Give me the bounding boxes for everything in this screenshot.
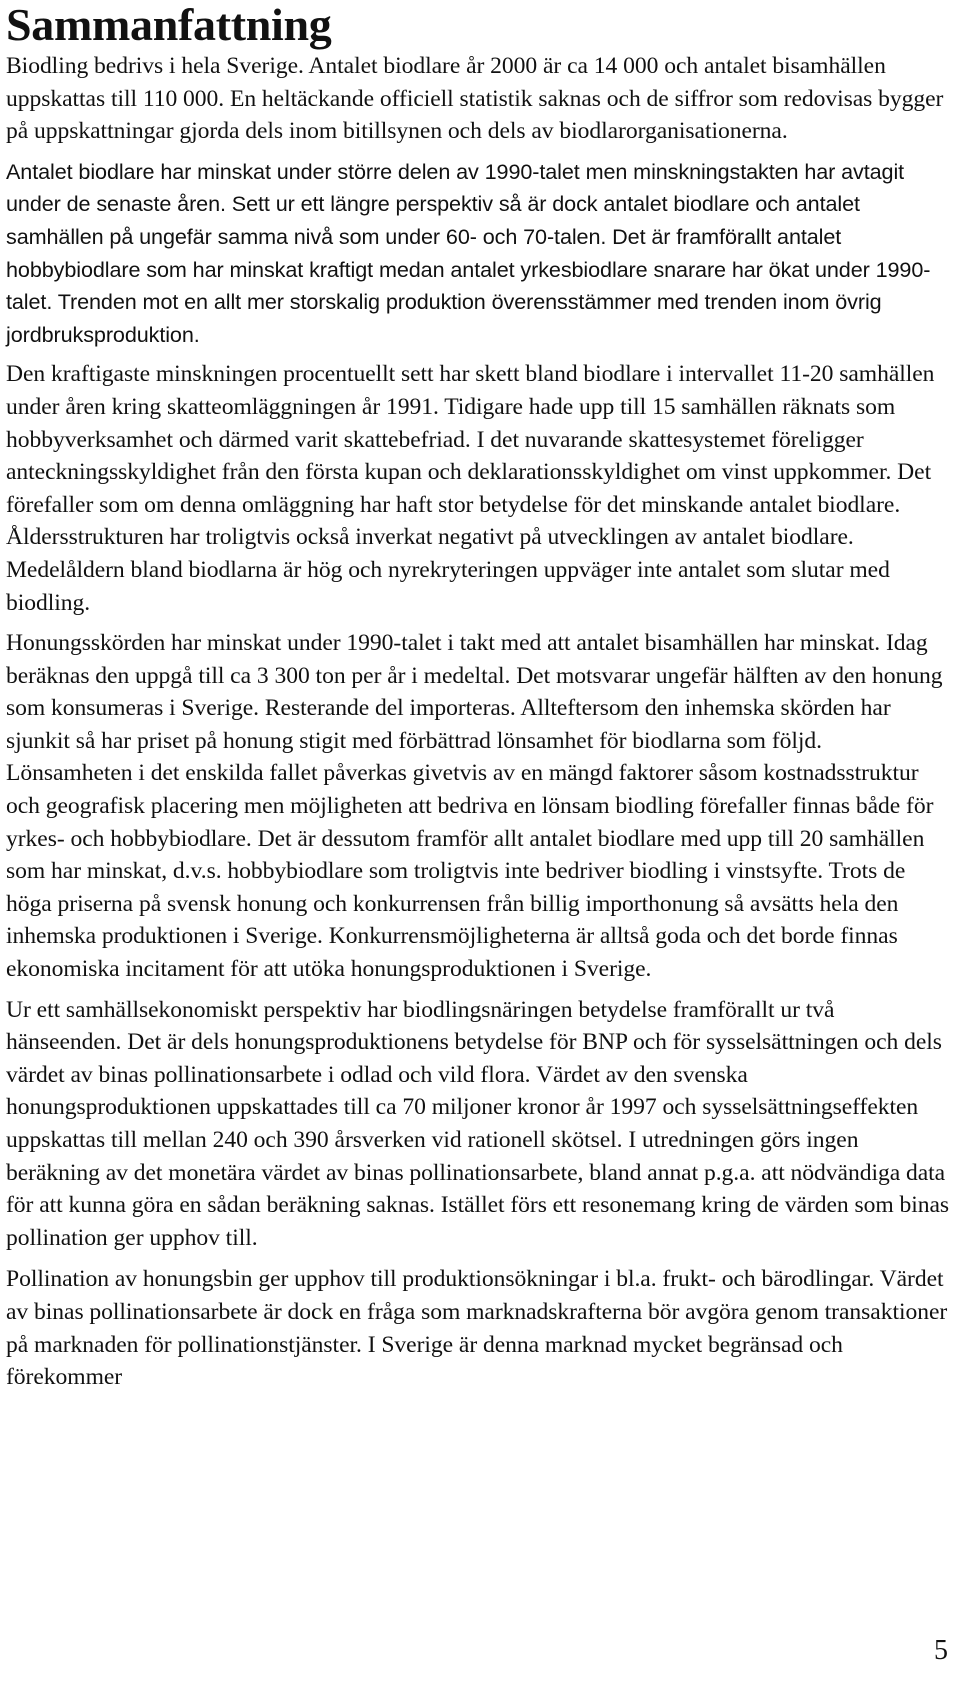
paragraph-beekeeper-decline: Antalet biodlare har minskat under större delen av 1990-talet men minskningstakten har avtagit under de senaste åren. Sett ur ett längre perspektiv så är dock antalet biodlare och antalet samhällen på ungefär samma nivå som under 60- och 70-talen. Det är framförallt antalet hobbybiodlare som har minskat kraftigt medan antalet yrkesbiodlare snarare har ökat under 1990-talet. Trenden mot en allt mer storskalig produktion överensstämmer med trenden inom övrig jordbruksproduktion.	[6, 158, 931, 347]
paragraph-tax-reform: Den kraftigaste minskningen procentuellt sett har skett bland biodlare i intervallet 11-20 samhällen under åren kring skatteomläggningen år 1991. Tidigare hade upp till 15 samhällen räknats som hobbyverksamhet och därmed varit skattebefriad. I det nuvarande skattesystemet föreligger anteckningsskyldighet från den första kupan och deklarationsskyldighet om vinst uppkommer. Det förefaller som om denna omläggning har haft stor betydelse för det minskande antalet biodlare. Åldersstrukturen har troligtvis också inverkat negativt på utvecklingen av antalet biodlare. Medelåldern bland biodlarna är hög och nyrekryteringen uppväger inte antalet som slutar med biodling.	[6, 361, 935, 616]
paragraph-intro: Biodling bedrivs i hela Sverige. Antalet biodlare år 2000 är ca 14 000 och antalet bisamhällen uppskattas till 110 000. En heltäckande officiell statistik saknas och de siffror som redovisas bygger på uppskattningar gjorda dels inom bitillsynen och dels av biodlarorganisationerna.	[6, 53, 944, 145]
paragraph-socioeconomic: Ur ett samhällsekonomiskt perspektiv har biodlingsnäringen betydelse framförallt ur två hänseenden. Det är dels honungsproduktionens betydelse för BNP och för sysselsättningen och dels värdet av binas pollinationsarbete i odlad och vild flora. Värdet av den svenska honungsproduktionen uppskattades till ca 70 miljoner kronor år 1997 och sysselsättningseffekten uppskattas till mellan 240 och 390 årsverken vid rationell skötsel. I utredningen görs ingen beräkning av det monetära värdet av binas pollinationsarbete, bland annat p.g.a. att nödvändiga data för att kunna göra en sådan beräkning saknas. Istället förs ett resonemang kring de värden som binas pollination ger upphov till.	[6, 996, 950, 1251]
paragraph-honey-harvest: Honungsskörden har minskat under 1990-talet i takt med att antalet bisamhällen har minskat. Idag beräknas den uppgå till ca 3 300 ton per år i medeltal. Det motsvarar ungefär hälften av den honung som konsumeras i Sverige. Resterande del importeras. Allteftersom den inhemska skörden har sjunkit så har priset på honung stigit med förbättrad lönsamhet för biodlarna som följd. Lönsamheten i det enskilda fallet påverkas givetvis av en mängd faktorer såsom kostnadsstruktur och geografisk placering men möjligheten att bedriva en lönsam biodling förefaller finnas både för yrkes- och hobbybiodlare. Det är dessutom framför allt antalet biodlare med upp till 20 samhällen som har minskat, d.v.s. hobbybiodlare som troligtvis inte bedriver biodling i vinstsyfte. Trots de höga priserna på svensk honung och konkurrensen från billig importhonung så avsätts hela den inhemska produktionen i Sverige. Konkurrensmöjligheterna är alltså goda och det borde finnas ekonomiska incitament för att utöka honungsproduktionen i Sverige.	[6, 630, 943, 983]
page-title: Sammanfattning	[6, 0, 332, 50]
page-number: 5	[934, 1635, 948, 1666]
paragraph-pollination: Pollination av honungsbin ger upphov till produktionsökningar i bl.a. frukt- och bärodlingar. Värdet av binas pollinationsarbete är dock en fråga som marknadskrafterna bör avgöra genom transaktioner på marknaden för pollinationstjänster. I Sverige är denna marknad mycket begränsad och förekommer	[6, 1266, 948, 1391]
document-page	[6, 0, 954, 1394]
